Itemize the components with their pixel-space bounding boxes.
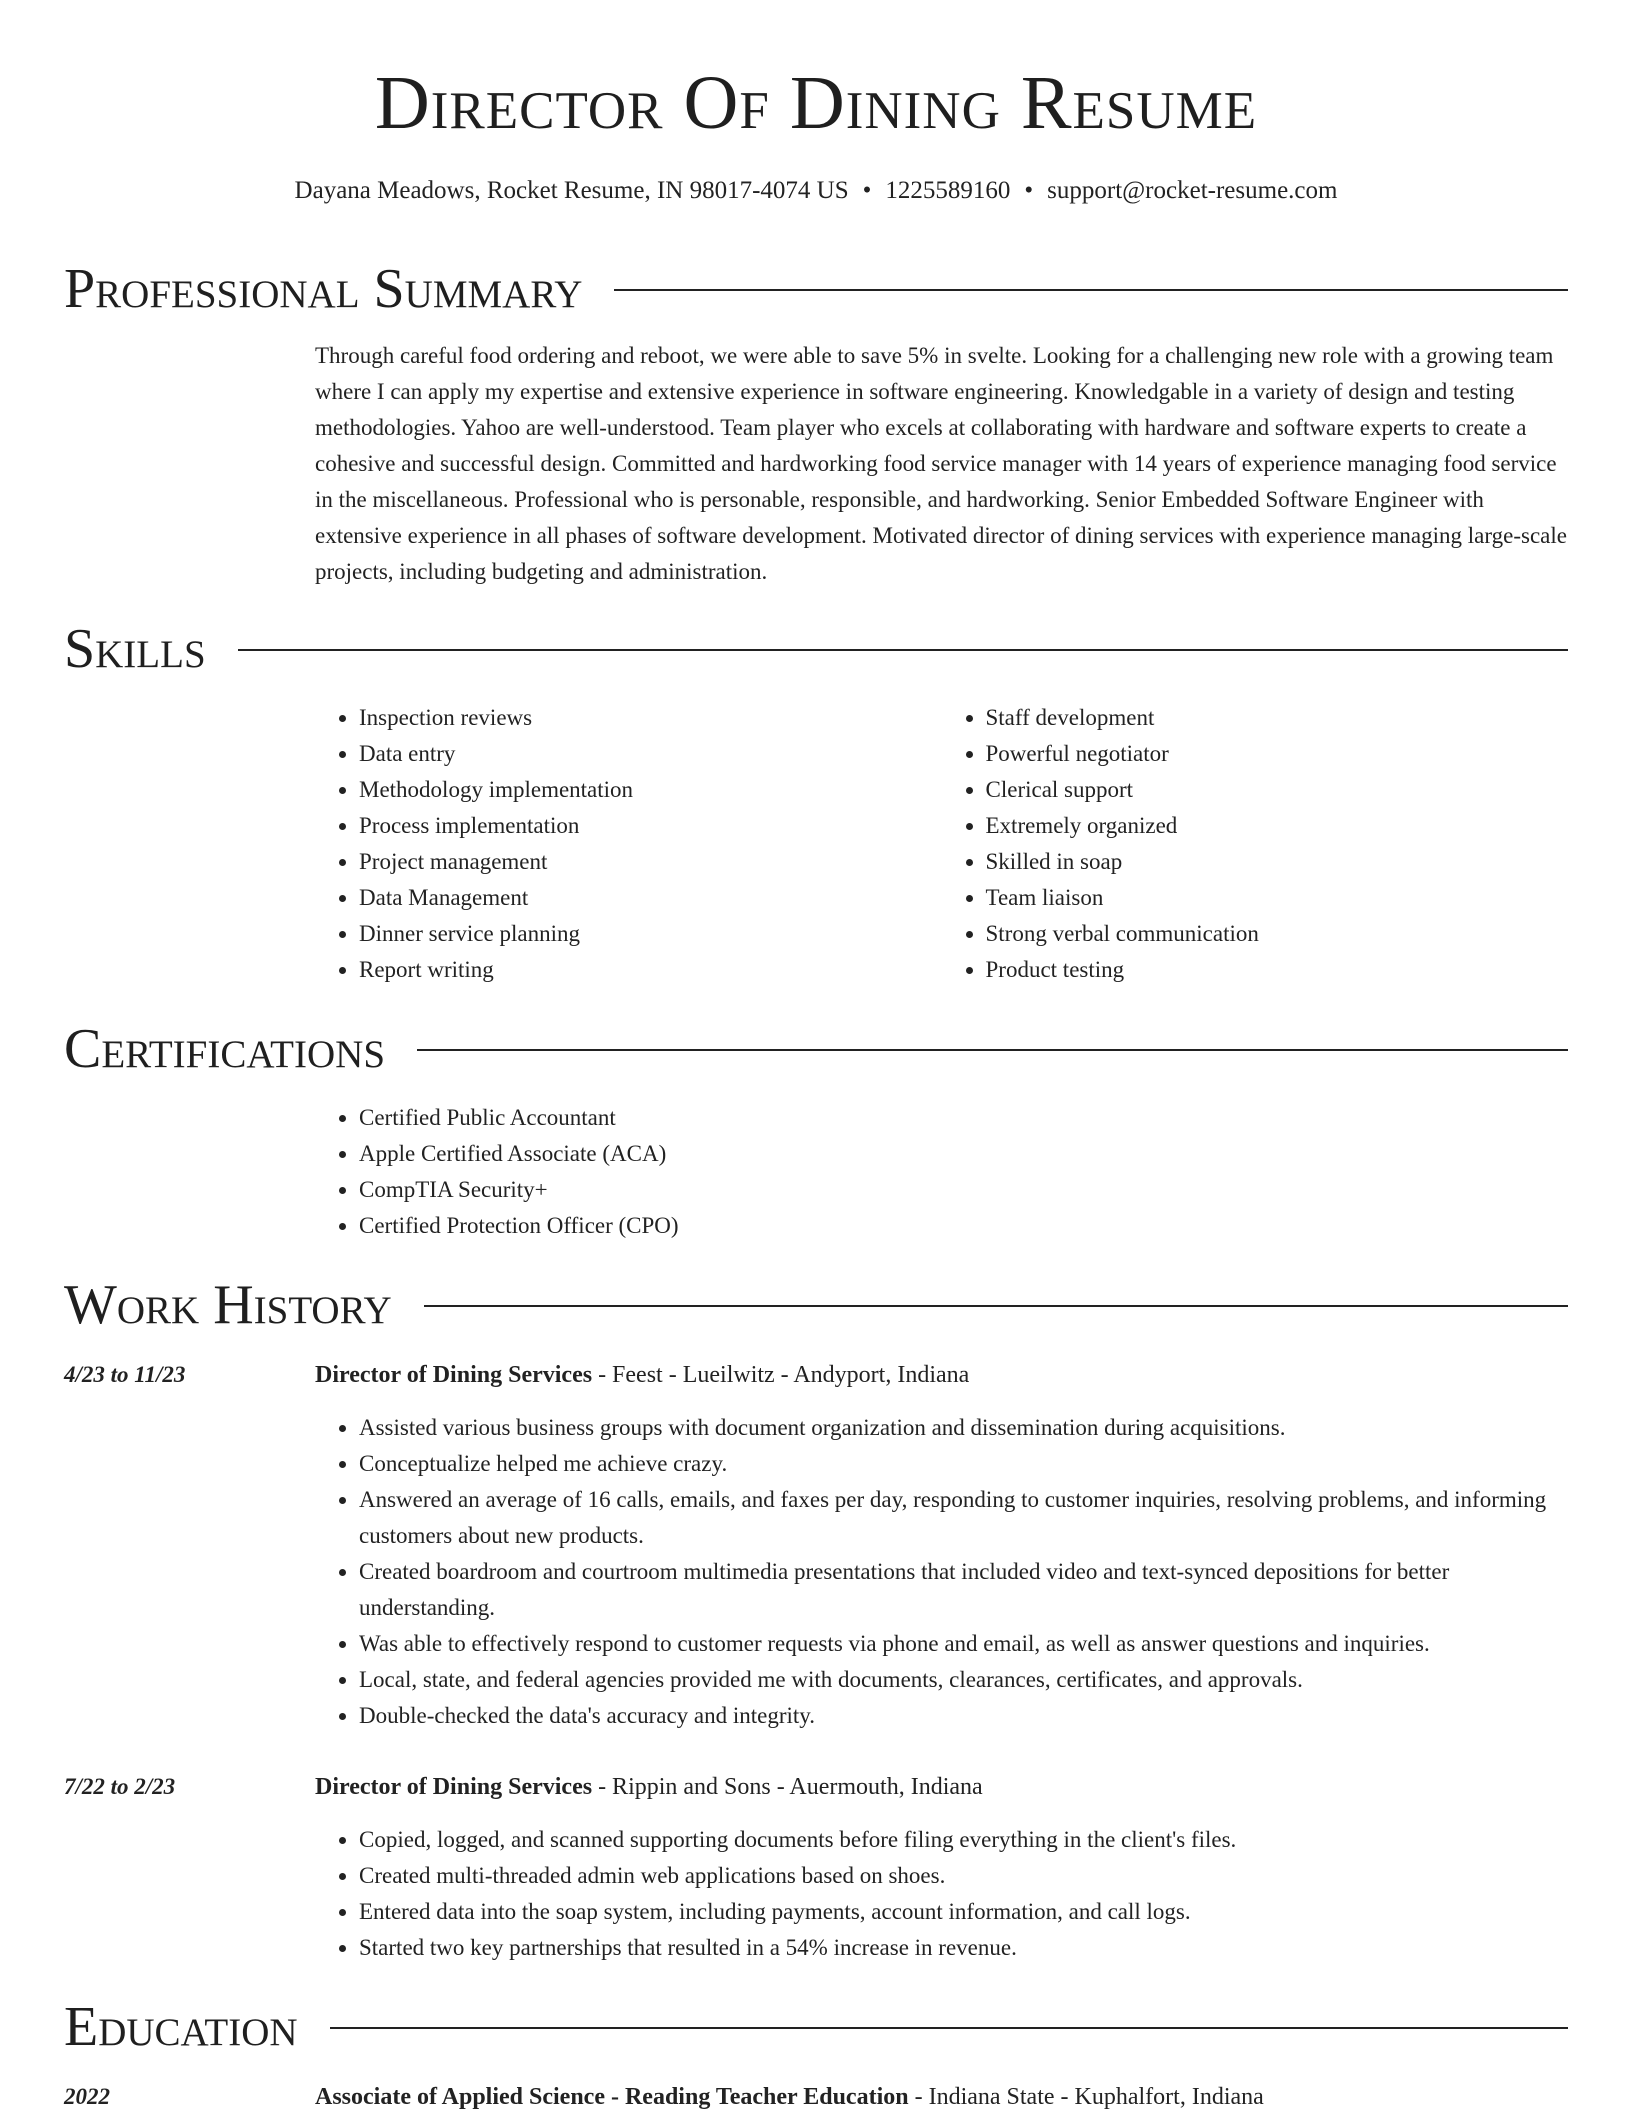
certifications-section-header	[64, 1017, 1568, 1081]
job-header	[315, 1357, 969, 1393]
job-bullet: • Was able to effectively respond to customer requests via phone and email, as well as answer questions and inquiries.	[359, 1626, 1568, 1662]
resume-title: Director Of Dining Resume	[374, 61, 1258, 145]
section-divider	[417, 1049, 1568, 1051]
skill-item: • Methodology implementation	[359, 772, 942, 808]
certification-item: • Certified Public Accountant	[359, 1100, 1568, 1136]
job-details: - Rippin and Sons - Auermouth, Indiana	[592, 1774, 983, 1800]
education-header	[315, 2079, 1264, 2115]
job-bullet: • Local, state, and federal agencies provided me with documents, clearances, certificates, and approvals.	[359, 1662, 1568, 1698]
contact-separator: •	[862, 177, 872, 204]
summary-section-header	[64, 257, 1568, 321]
skill-item: • Report writing	[359, 952, 942, 988]
job-bullet: • Assisted various business groups with document organization and dissemination during acquisitions.	[359, 1410, 1568, 1446]
skill-item: • Extremely organized	[986, 808, 1569, 844]
job-bullet: • Copied, logged, and scanned supporting documents before filing everything in the client's files.	[359, 1822, 1568, 1858]
certification-item: • CompTIA Security+	[359, 1172, 1568, 1208]
job-bullet: • Conceptualize helped me achieve crazy.	[359, 1446, 1568, 1482]
skill-item: • Dinner service planning	[359, 916, 942, 952]
contact-phone: 1225589160	[885, 177, 1011, 204]
job-bullets	[315, 1822, 1568, 1966]
skill-item: • Skilled in soap	[986, 844, 1569, 880]
certifications-heading: Certifications	[64, 1018, 386, 1080]
skills-column-left	[315, 700, 942, 988]
job-bullet: • Started two key partnerships that resulted in a 54% increase in revenue.	[359, 1930, 1568, 1966]
skill-item: • Process implementation	[359, 808, 942, 844]
job-bullet: • Entered data into the soap system, including payments, account information, and call logs.	[359, 1894, 1568, 1930]
contact-separator: •	[1024, 177, 1034, 204]
contact-email: support@rocket-resume.com	[1047, 177, 1338, 204]
skill-item: • Data entry	[359, 736, 942, 772]
education-degree: Associate of Applied Science - Reading Teacher Education	[315, 2084, 909, 2110]
skills-section-header	[64, 617, 1568, 681]
job-dates: 4/23 to 11/23	[64, 1362, 186, 1387]
work-history-section-header	[64, 1273, 1568, 1337]
contact-line	[64, 174, 1568, 208]
summary-text: Through careful food ordering and reboot, we were able to save 5% in svelte. Looking for a challenging new role with a growing team where I can apply my expertise and extensive experience in software engineering. Knowledgable in a variety of design and testing methodologies. Yahoo are well-understood. Team player who excels at collaborating with hardware and software experts to create a cohesive and successful design. Committed and hardworking food service manager with 14 years of experience managing food service in the miscellaneous. Professional who is personable, responsible, and hardworking. Senior Embedded Software Engineer with extensive experience in all phases of software development. Motivated director of dining services with experience managing large-scale projects, including budgeting and administration.	[315, 343, 1567, 584]
job-dates: 7/22 to 2/23	[64, 1774, 176, 1799]
skill-item: • Powerful negotiator	[986, 736, 1569, 772]
skill-item: • Inspection reviews	[359, 700, 942, 736]
work-history-heading: Work History	[64, 1274, 392, 1336]
skill-item: • Clerical support	[986, 772, 1569, 808]
summary-heading: Professional Summary	[64, 258, 583, 320]
contact-address: Dayana Meadows, Rocket Resume, IN 98017-4074 US	[294, 177, 849, 204]
job-bullet: • Created boardroom and courtroom multimedia presentations that included video and text-synced depositions for better understanding.	[359, 1554, 1568, 1626]
section-divider	[614, 289, 1568, 291]
skill-item: • Strong verbal communication	[986, 916, 1569, 952]
skill-item: • Product testing	[986, 952, 1569, 988]
education-heading: Education	[64, 1996, 298, 2058]
education-year: 2022	[64, 2084, 110, 2109]
education-details: - Indiana State - Kuphalfort, Indiana	[908, 2084, 1264, 2110]
section-divider	[330, 2027, 1568, 2029]
job-details: - Feest - Lueilwitz - Andyport, Indiana	[592, 1362, 970, 1388]
skill-item: • Project management	[359, 844, 942, 880]
job-title: Director of Dining Services	[315, 1774, 593, 1800]
job-bullet: • Double-checked the data's accuracy and integrity.	[359, 1698, 1568, 1734]
job-header	[315, 1769, 983, 1805]
certification-item: • Apple Certified Associate (ACA)	[359, 1136, 1568, 1172]
certification-item: • Certified Protection Officer (CPO)	[359, 1208, 1568, 1244]
skills-heading: Skills	[64, 618, 206, 680]
skill-item: • Data Management	[359, 880, 942, 916]
certifications-list	[315, 1100, 1568, 1244]
job-bullet: • Answered an average of 16 calls, emails, and faxes per day, responding to customer inquiries, resolving problems, and informing customers about new products.	[359, 1482, 1568, 1554]
skills-column-right	[942, 700, 1569, 988]
job-bullet: • Created multi-threaded admin web applications based on shoes.	[359, 1858, 1568, 1894]
section-divider	[238, 649, 1568, 651]
section-divider	[424, 1305, 1568, 1307]
skill-item: • Staff development	[986, 700, 1569, 736]
education-section-header	[64, 1995, 1568, 2059]
skill-item: • Team liaison	[986, 880, 1569, 916]
skills-list	[315, 700, 1568, 988]
job-bullets	[315, 1410, 1568, 1734]
job-title: Director of Dining Services	[315, 1362, 593, 1388]
